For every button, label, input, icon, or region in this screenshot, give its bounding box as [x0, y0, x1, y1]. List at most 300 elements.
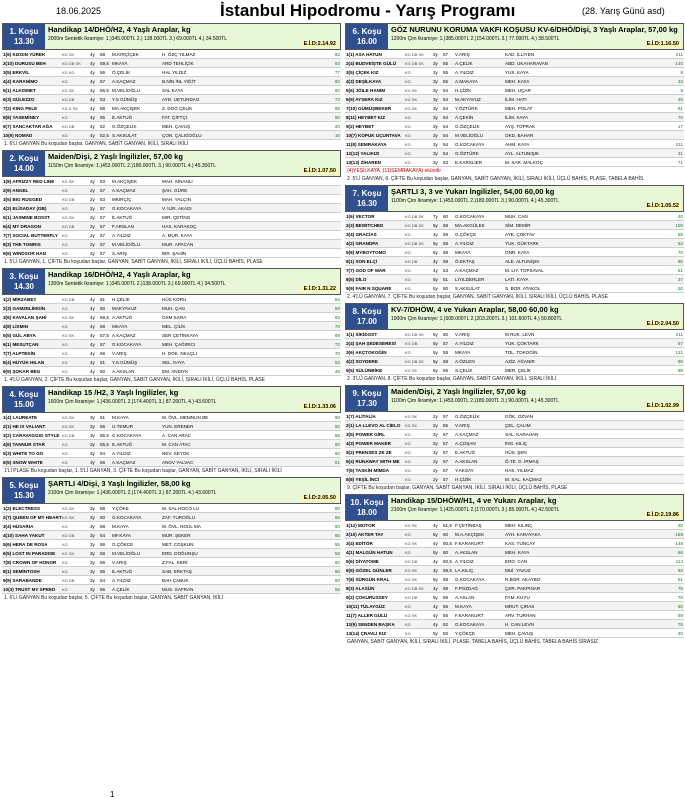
- horse-equipment: KG DB SK: [405, 331, 424, 337]
- horse-age: 4y: [90, 87, 95, 93]
- horse-owner: EM. ANDIYK: [162, 368, 189, 374]
- horse-jockey: LA.KILIÇ: [455, 567, 474, 573]
- horse-weight: 57,5: [100, 332, 109, 338]
- horse-row: [2, 567, 341, 576]
- horse-score: 20: [677, 285, 683, 291]
- horse-name: TRUST MY SPEED: [15, 586, 56, 592]
- race-number: 10. Koşu: [350, 498, 384, 507]
- horse-owner: ERD. DOĞUNŞU: [162, 550, 198, 556]
- horse-row: [2, 322, 341, 331]
- race-record: E.İ.D:1.05.52: [646, 203, 679, 209]
- horse-age: 3y: [90, 441, 95, 447]
- horse-owner: H. CAN LEVN: [505, 621, 534, 627]
- horse-age: 2y: [90, 214, 95, 220]
- horse-weight: 55: [443, 422, 449, 428]
- horse-number-name: [345, 151, 405, 156]
- horse-jockey: H.ÇİZİK: [455, 476, 472, 482]
- horse-number: 2(1): [346, 422, 355, 428]
- horse-score: 90: [677, 258, 683, 264]
- horse-owner: ALE. ALTUNIŞIK: [505, 258, 540, 264]
- horse-weight: 57: [443, 467, 449, 473]
- horse-equipment: KG: [62, 305, 68, 311]
- horse-number: 4(3): [346, 78, 355, 84]
- horse-number-name: [2, 551, 62, 556]
- horse-number-name: [345, 541, 405, 546]
- horse-number-name: [345, 604, 405, 609]
- horse-equipment: KG: [405, 349, 411, 355]
- horse-equipment: KG DB: [62, 532, 75, 538]
- horse-weight: 58: [100, 505, 106, 511]
- race-header: [345, 303, 684, 330]
- race-number-box: [346, 495, 388, 520]
- horse-owner: MEH. UÇAR: [505, 87, 531, 93]
- horse-number: 4(3): [346, 440, 355, 446]
- horse-number: 9(9): [3, 368, 12, 374]
- horse-row: [2, 585, 341, 594]
- horse-age: 2y: [90, 241, 95, 247]
- horse-equipment: KG: [405, 467, 411, 473]
- horse-owner: ARD TEHLİÇİK: [162, 60, 194, 66]
- horse-name: AFRIZZY RED LINE: [12, 178, 55, 184]
- race-number: 5. Koşu: [9, 481, 39, 490]
- horse-number: 1(1): [346, 51, 355, 57]
- horse-weight: 57: [100, 78, 106, 84]
- horse-row: [2, 422, 341, 431]
- horse-equipment: KG SK: [405, 422, 418, 428]
- horse-age: 3y: [433, 87, 438, 93]
- horse-number: 10(11): [346, 603, 360, 609]
- horse-name: YEŞİL İNCİ: [355, 476, 380, 482]
- horse-number: 10(7): [346, 132, 357, 138]
- horse-number-name: [2, 415, 62, 420]
- horse-score: 65: [334, 432, 340, 438]
- horse-score: 51: [334, 459, 340, 465]
- horse-row: [345, 339, 684, 348]
- horse-score: 91: [677, 105, 683, 111]
- horse-name: LİXMIN: [12, 323, 29, 329]
- horse-score: 20: [334, 123, 340, 129]
- horse-age: 3y: [90, 450, 95, 456]
- horse-equipment: KG: [405, 123, 411, 129]
- race-time: 14.00: [13, 164, 35, 173]
- horse-number-name: [2, 315, 62, 320]
- horse-score: 37: [677, 276, 683, 282]
- horse-score: 40: [677, 630, 683, 636]
- horse-name: ÇİÇEK KIZ: [355, 69, 379, 75]
- horse-equipment: KG: [405, 449, 411, 455]
- horse-jockey: G.ÖZÇELİK: [455, 123, 480, 129]
- race-detail: 1900m Çim İkramiye: 1.)508.000TL 2.)203.200TL 3.) 101.600TL 4.) 50.800TL: [391, 316, 563, 322]
- horse-number: 2(10): [3, 60, 14, 66]
- horse-row: [345, 95, 684, 104]
- race-block: [345, 494, 684, 646]
- horse-equipment: KG SK: [405, 105, 418, 111]
- horse-age: 4y: [90, 332, 95, 338]
- horse-row: [345, 620, 684, 629]
- horse-jockey: E.AKTUĞ: [455, 449, 476, 455]
- horse-row: [2, 513, 341, 522]
- horse-list: [2, 295, 341, 376]
- horse-number-name: [2, 324, 62, 329]
- horse-name: HEYBET: [355, 123, 375, 129]
- horse-jockey: Y.ÖZTÜRK: [455, 105, 478, 111]
- horse-number-name: [345, 568, 405, 573]
- horse-age: 4y: [433, 585, 438, 591]
- horse-row: [2, 77, 341, 86]
- horse-number-name: [2, 115, 62, 120]
- horse-number-name: [345, 468, 405, 473]
- horse-row: [2, 295, 341, 304]
- horse-age: 4y: [90, 60, 95, 66]
- horse-weight: 59,5: [100, 60, 109, 66]
- horse-name: YALIKIZI: [360, 150, 380, 156]
- horse-equipment: KG: [405, 150, 411, 156]
- horse-age: 3y: [90, 568, 95, 574]
- horse-list: [345, 412, 684, 484]
- horse-jockey: V.ARIŞ: [455, 331, 470, 337]
- horse-score: 60: [334, 87, 340, 93]
- horse-jockey: E.AKTUĞ: [112, 568, 133, 574]
- race-warning: (4)YEŞİLKAYA. (11)SEMRAKAYA) eküridir: [347, 168, 442, 174]
- horse-age: 6y: [433, 222, 438, 228]
- horse-jockey: Y.ÇÖKÇE: [455, 630, 476, 636]
- horse-jockey: A.YILDIZ: [455, 340, 474, 346]
- horse-age: 3y: [90, 532, 95, 538]
- horse-score: 60: [334, 78, 340, 84]
- horse-equipment: KG SK: [405, 540, 418, 546]
- horse-owner: OSM KARA: [162, 314, 187, 320]
- horse-row: [345, 104, 684, 113]
- horse-age: 4y: [90, 114, 95, 120]
- horse-weight: 60: [443, 213, 449, 219]
- horse-number-name: [345, 368, 405, 373]
- horse-equipment: KG: [62, 250, 68, 256]
- horse-number: 7(10): [346, 105, 357, 111]
- horse-jockey: V.ARIŞ: [455, 51, 470, 57]
- horse-jockey: G.ÖZTÜRK: [455, 150, 479, 156]
- horse-equipment: KG: [62, 114, 68, 120]
- horse-age: 7y: [433, 213, 438, 219]
- horse-name: MY DRAGON: [12, 223, 41, 229]
- horse-age: 3y: [433, 78, 438, 84]
- horse-number-name: [345, 286, 405, 291]
- horse-equipment: KG: [62, 205, 68, 211]
- horse-name: ÇOKURUSSEY: [355, 594, 388, 600]
- horse-jockey: U.TEMUR: [112, 423, 133, 429]
- horse-weight: 58: [443, 258, 449, 264]
- horse-owner: M. SAR. MALKOÇ: [505, 159, 543, 165]
- race-record: E.İ.D:1.02.99: [646, 403, 679, 409]
- horse-number-name: [2, 333, 62, 338]
- horse-row: [345, 366, 684, 375]
- horse-number: 1(4): [3, 414, 12, 420]
- horse-score: 69: [334, 332, 340, 338]
- horse-row: [2, 222, 341, 231]
- horse-number-name: [345, 477, 405, 482]
- horse-owner: YUK. GÜKTARK: [505, 240, 539, 246]
- horse-row: [345, 50, 684, 59]
- horse-number: 6(3): [3, 96, 12, 102]
- horse-weight: 58: [443, 231, 449, 237]
- horse-name: SNOW WHITE: [12, 459, 43, 465]
- horse-jockey: G.KOCAKAYA: [455, 576, 485, 582]
- horse-jockey: G.KOCAKAYA: [112, 341, 142, 347]
- horse-weight: 54: [443, 114, 449, 120]
- horse-weight: 57: [443, 458, 449, 464]
- horse-name: PRENSES ZE ZE: [355, 449, 392, 455]
- horse-number: 3(5): [3, 196, 12, 202]
- horse-number-name: [345, 586, 405, 591]
- horse-weight: 57: [443, 340, 449, 346]
- horse-jockey: A.YILDIZ: [455, 69, 474, 75]
- horse-owner: MEH. KILINÇ: [505, 522, 533, 528]
- horse-age: 3y: [90, 514, 95, 520]
- horse-list: [345, 212, 684, 293]
- race-block: [345, 303, 684, 383]
- horse-age: 2y: [433, 422, 438, 428]
- horse-equipment: KG DB SK: [405, 358, 424, 364]
- horse-number-name: [2, 197, 62, 202]
- horse-name: TANNUR STAR: [12, 441, 45, 447]
- horse-number-name: [2, 442, 62, 447]
- horse-score: 60: [334, 577, 340, 583]
- horse-age: 3y: [90, 577, 95, 583]
- horse-weight: 55: [443, 60, 449, 66]
- horse-number: 5(1): [3, 214, 12, 220]
- horse-jockey: F.KARAKURT: [455, 540, 484, 546]
- horse-name: CROWN OF HONOR: [12, 559, 57, 565]
- horse-owner: MUS. SAFRAN: [162, 586, 194, 592]
- race-block: [345, 385, 684, 492]
- horse-equipment: KG SK: [405, 413, 418, 419]
- race-info: [388, 386, 683, 411]
- horse-row: [345, 593, 684, 602]
- horse-number-name: [345, 613, 405, 618]
- horse-owner: MAH. YALÇIN: [162, 196, 191, 202]
- horse-score: 93: [334, 60, 340, 66]
- race-block: [2, 477, 341, 602]
- horse-score: 90: [334, 414, 340, 420]
- horse-score: 33: [677, 78, 683, 84]
- horse-equipment: KG SK: [62, 414, 75, 420]
- horse-owner: İBR. ŞAHİN: [162, 250, 187, 256]
- horse-name: GÜL ABYA: [12, 332, 36, 338]
- horse-jockey: A.AKSLAN: [455, 458, 478, 464]
- horse-number-name: [2, 52, 62, 57]
- horse-owner: MER. ÇELİK: [505, 367, 532, 373]
- horse-row: [2, 231, 341, 240]
- horse-weight: 58: [443, 585, 449, 591]
- horse-jockey: MAKYAVUZ: [112, 305, 137, 311]
- horse-equipment: KG DB: [405, 558, 418, 564]
- horse-equipment: KG: [62, 187, 68, 193]
- horse-age: 2y: [90, 196, 95, 202]
- horse-score: 70: [334, 323, 340, 329]
- horse-name: SÜLÜNBİKE: [355, 367, 383, 373]
- horse-number: 2(4): [346, 60, 355, 66]
- horse-age: 5y: [433, 594, 438, 600]
- horse-age: 2y: [90, 250, 95, 256]
- race-detail: 2100m Çim İkramiye: 1.)436.000TL 2.)174.400TL 3.) 87.200TL 4.) 43.600TL: [48, 490, 217, 496]
- horse-score: 211: [675, 141, 683, 147]
- horse-number-name: [345, 133, 405, 138]
- horse-number: 9(7): [3, 123, 12, 129]
- horse-weight: 61: [100, 296, 106, 302]
- horse-row: [345, 140, 684, 149]
- horse-number: 1(1): [346, 331, 355, 337]
- race-number-box: [3, 151, 45, 176]
- horse-name: SENDEN BAŞKA: [358, 621, 395, 627]
- horse-owner: M. CAN ATAC: [162, 441, 191, 447]
- horse-number: 2(1): [3, 423, 12, 429]
- horse-name: FAIR N SQUARE: [355, 285, 392, 291]
- horse-name: ŞOKAR BEG: [12, 368, 41, 374]
- horse-equipment: KG: [405, 440, 411, 446]
- horse-weight: 61,5: [443, 522, 452, 528]
- horse-owner: FAT. ÇİFTÇİ: [162, 114, 187, 120]
- horse-equipment: KG DB: [62, 196, 75, 202]
- horse-jockey: A.YILDIZ: [112, 577, 131, 583]
- horse-weight: 57: [443, 440, 449, 446]
- horse-age: 2y: [90, 187, 95, 193]
- horse-row: [2, 59, 341, 68]
- horse-weight: 54: [443, 150, 449, 156]
- horse-number: 5(2): [346, 449, 355, 455]
- horse-name: ANGEL: [12, 187, 29, 193]
- race-header: [2, 23, 341, 50]
- horse-row: [2, 549, 341, 558]
- horse-age: 4y: [433, 567, 438, 573]
- horse-name: SİKİDOST: [355, 331, 378, 337]
- horse-age: 5y: [433, 531, 438, 537]
- horse-name: JASMINE BOSST: [12, 214, 50, 220]
- horse-equipment: KG: [62, 323, 68, 329]
- horse-equipment: KG: [405, 132, 411, 138]
- horse-jockey: G.KOCAKAYA: [455, 213, 485, 219]
- race-title: Handikap 15 /H2, 3 Yaşlı İngilizler, kg: [48, 388, 179, 397]
- horse-jockey: Y.ÇÖKE: [112, 505, 129, 511]
- horse-row: [345, 266, 684, 275]
- horse-name: GOD OF WAR: [355, 267, 386, 273]
- race-number: 6. Koşu: [352, 27, 382, 36]
- horse-row: [2, 313, 341, 322]
- horse-row: [2, 122, 341, 131]
- horse-jockey: M.VELİOĞLU: [112, 550, 141, 556]
- horse-weight: 57: [100, 187, 106, 193]
- horse-number-name: [2, 124, 62, 129]
- horse-number: 10(9): [3, 132, 14, 138]
- horse-score: 71: [677, 159, 683, 165]
- horse-jockey: A.KAÇMAZ: [112, 459, 136, 465]
- race-number: 9. Koşu: [352, 389, 382, 398]
- race-number-box: [3, 478, 45, 503]
- horse-equipment: KG: [62, 341, 68, 347]
- horse-jockey: F.ARSLAN: [112, 223, 134, 229]
- horse-score: 140: [675, 60, 683, 66]
- horse-number: 5(6): [3, 541, 12, 547]
- horse-number: 5(8): [346, 249, 355, 255]
- horse-row: [345, 59, 684, 68]
- horse-weight: 56: [100, 559, 106, 565]
- horse-name: HERA DE ROSA: [12, 541, 48, 547]
- horse-age: 6y: [433, 367, 438, 373]
- horse-weight: 56: [443, 594, 449, 600]
- horse-weight: 54: [100, 532, 106, 538]
- horse-jockey: M.VELİOĞLU: [112, 87, 141, 93]
- horse-name: KING PELE: [12, 105, 38, 111]
- horse-number: 3(4): [3, 523, 12, 529]
- horse-jockey: MF.KAYA: [112, 532, 131, 538]
- race-number-box: [346, 186, 388, 211]
- horse-name: KARANİMO: [12, 78, 38, 84]
- horse-equipment: KG DB SK: [62, 60, 81, 66]
- horse-age: 4y: [433, 558, 438, 564]
- horse-number-name: [345, 268, 405, 273]
- horse-number-name: [2, 533, 62, 538]
- horse-name: JÖILE HANIM: [355, 87, 386, 93]
- horse-number-name: [2, 233, 62, 238]
- horse-number-name: [2, 569, 62, 574]
- horse-number-name: [2, 360, 62, 365]
- horse-name: AYSERA KIZ: [355, 96, 383, 102]
- horse-score: 93: [677, 567, 683, 573]
- horse-row: [2, 576, 341, 585]
- race-info: [388, 24, 683, 49]
- horse-number-name: [345, 631, 405, 636]
- horse-row: [345, 602, 684, 611]
- horse-number-name: [345, 350, 405, 355]
- horse-number-name: [345, 423, 405, 428]
- horse-owner: MUR. APACAN: [162, 241, 194, 247]
- horse-age: 4y: [433, 258, 438, 264]
- horse-owner: AZİZ. AĞANIR: [505, 358, 535, 364]
- horse-score: 78: [677, 594, 683, 600]
- horse-weight: 60: [100, 305, 106, 311]
- horse-equipment: KG SK: [405, 567, 418, 573]
- horse-number: 6(4): [346, 458, 355, 464]
- horse-weight: 55,5: [100, 441, 109, 447]
- horse-list: [345, 50, 684, 167]
- horse-weight: 58: [100, 105, 106, 111]
- horse-age: 5y: [433, 249, 438, 255]
- horse-name: WHITE TO GO: [12, 450, 44, 456]
- horse-jockey: G.KOCAKAYA: [112, 432, 142, 438]
- horse-age: 3y: [90, 586, 95, 592]
- horse-weight: 53: [443, 159, 449, 165]
- horse-score: 70: [677, 114, 683, 120]
- horse-weight: 60: [443, 549, 449, 555]
- horse-age: 4y: [90, 350, 95, 356]
- horse-age: 2y: [433, 467, 438, 473]
- horse-jockey: G.KOCAKAYA: [112, 205, 142, 211]
- horse-number: 7(6): [346, 467, 355, 473]
- race-time: 16.30: [356, 199, 378, 208]
- horse-age: 4y: [90, 96, 95, 102]
- race-bet-note: 2. 5'Lİ GANYAN, 6. ÇİFTE Bu koşudan başlar, GANYAN, SABİT GANYAN, İKİLİ, SIRALI İKİLİ, ÜÇLÜ BAHİS, PLASE, TABELA BAHİS: [347, 176, 644, 182]
- horse-weight: 58: [443, 249, 449, 255]
- race-info: [45, 151, 340, 176]
- horse-score: 60: [334, 450, 340, 456]
- horse-age: 4y: [90, 78, 95, 84]
- horse-number: 1(2): [3, 505, 12, 511]
- horse-owner: HAS. KARAKOÇ: [162, 223, 197, 229]
- horse-weight: 58: [443, 222, 449, 228]
- race-detail: 1150m Çim İkramiye: 1.)453.000TL 2.)180.000TL 3.) 90.000TL 4.) 45.300TL: [48, 163, 217, 169]
- race-bet-note: 9. ÇİFTE Bu koşudan başlar, GANYAN, SABİT GANYAN, İKİLİ, SIRALI İKİLİ, ÜÇLÜ BAHİS, PLASE: [347, 485, 568, 491]
- horse-age: 4y: [90, 69, 95, 75]
- horse-number: 1(7): [346, 413, 355, 419]
- horse-row: [345, 230, 684, 239]
